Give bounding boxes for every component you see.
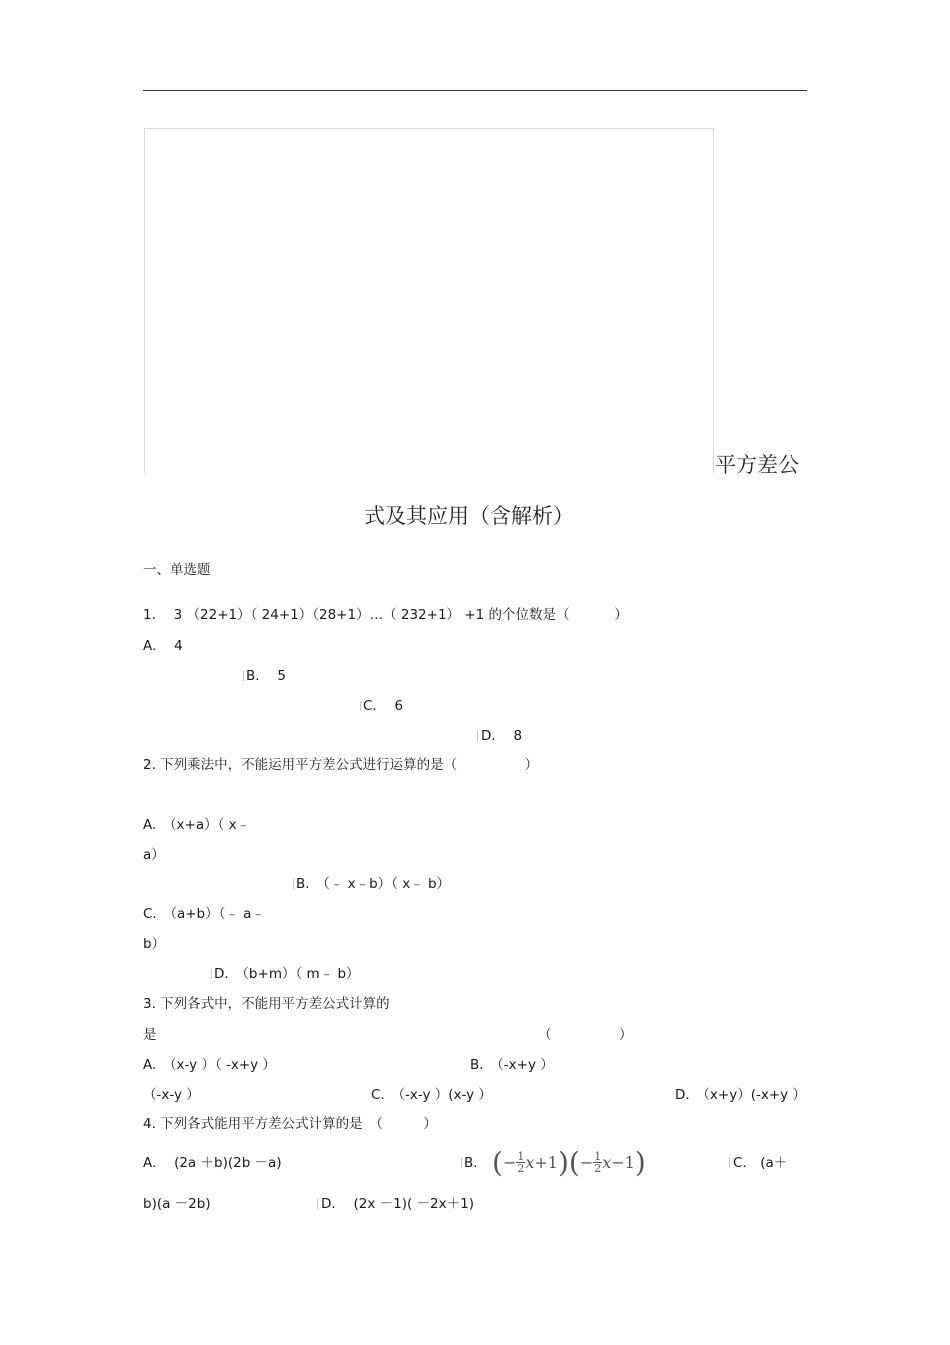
math-plus: + bbox=[534, 1153, 548, 1172]
q1-stem: 1. 3 （22+1）（ 24+1）（28+1）…（ 232+1） +1 的个位数是（ ） bbox=[143, 607, 628, 623]
math-minus: − bbox=[611, 1153, 625, 1172]
math-denominator: 2 bbox=[594, 1162, 602, 1175]
math-denominator: 2 bbox=[517, 1162, 525, 1175]
doc-title-line1: 平方差公 bbox=[715, 453, 799, 477]
image-placeholder bbox=[144, 128, 714, 473]
math-numerator: 1 bbox=[594, 1150, 602, 1163]
q4-option-c-cont: b)(a －2b) bbox=[143, 1196, 211, 1212]
q1-option-d: D. 8 bbox=[481, 728, 523, 744]
q2-stem: 2. 下列乘法中，不能运用平方差公式进行运算的是（ ） bbox=[143, 757, 539, 773]
q3-answer-paren: （ ） bbox=[538, 1027, 633, 1043]
q3-option-b-cont: （-x-y ） bbox=[143, 1087, 200, 1103]
q4-option-b-math: (− $\frac{1}{2}$ x+1)(− $\frac{1}{2}$ x−1) bbox=[492, 1146, 646, 1179]
q2-option-c-cont: b） bbox=[143, 936, 166, 952]
math-one: 1 bbox=[547, 1153, 558, 1172]
math-fraction bbox=[516, 1151, 525, 1174]
math-numerator: 1 bbox=[517, 1150, 525, 1163]
q3-option-d: D. （x+y）(-x+y ） bbox=[675, 1087, 806, 1103]
option-marker bbox=[243, 671, 244, 681]
q4-stem: 4. 下列各式能用平方差公式计算的是 （ ） bbox=[143, 1116, 437, 1132]
q4-option-c: C. (a＋ bbox=[733, 1155, 788, 1171]
q2-option-a: A. （x+a）（ x﹣ bbox=[143, 817, 251, 833]
option-marker bbox=[360, 701, 361, 711]
q3-option-b: B. （-x+y ） bbox=[470, 1057, 554, 1073]
q3-option-c: C. （-x-y ）(x-y ） bbox=[371, 1087, 492, 1103]
q4-option-a: A. (2a ＋b)(2b －a) bbox=[143, 1155, 282, 1171]
doc-title-line2: 式及其应用（含解析） bbox=[364, 504, 574, 528]
option-marker bbox=[293, 879, 294, 889]
math-one: 1 bbox=[624, 1153, 635, 1172]
header-rule bbox=[143, 90, 807, 91]
q3-stem-cont: 是 bbox=[143, 1027, 157, 1043]
q1-option-c: C. 6 bbox=[363, 698, 404, 714]
q4-option-b-label: B. bbox=[464, 1155, 478, 1171]
math-fraction bbox=[593, 1151, 602, 1174]
q2-option-d: D. （b+m）（ m﹣ b） bbox=[214, 966, 360, 982]
q4-option-d: D. (2x －1)( －2x＋1) bbox=[321, 1196, 474, 1212]
section-heading: 一、单选题 bbox=[143, 562, 211, 578]
q1-option-b: B. 5 bbox=[246, 668, 286, 684]
math-minus: − bbox=[579, 1153, 594, 1172]
q1-option-a: A. 4 bbox=[143, 638, 183, 654]
option-marker bbox=[461, 1158, 462, 1168]
math-variable: x bbox=[525, 1153, 535, 1172]
option-marker bbox=[317, 1199, 318, 1209]
q2-option-c: C. （a+b）（﹣ a﹣ bbox=[143, 906, 265, 922]
q3-stem: 3. 下列各式中，不能用平方差公式计算的 bbox=[143, 996, 390, 1012]
math-minus: − bbox=[502, 1153, 517, 1172]
q2-option-b: B. （﹣ x﹣b）（ x﹣ b） bbox=[296, 876, 451, 892]
q3-option-a: A. （x-y ）（ -x+y ） bbox=[143, 1057, 276, 1073]
option-marker bbox=[729, 1158, 730, 1168]
q2-option-a-cont: a） bbox=[143, 847, 165, 863]
option-marker bbox=[211, 969, 212, 979]
math-variable: x bbox=[602, 1153, 612, 1172]
option-marker bbox=[477, 731, 478, 741]
